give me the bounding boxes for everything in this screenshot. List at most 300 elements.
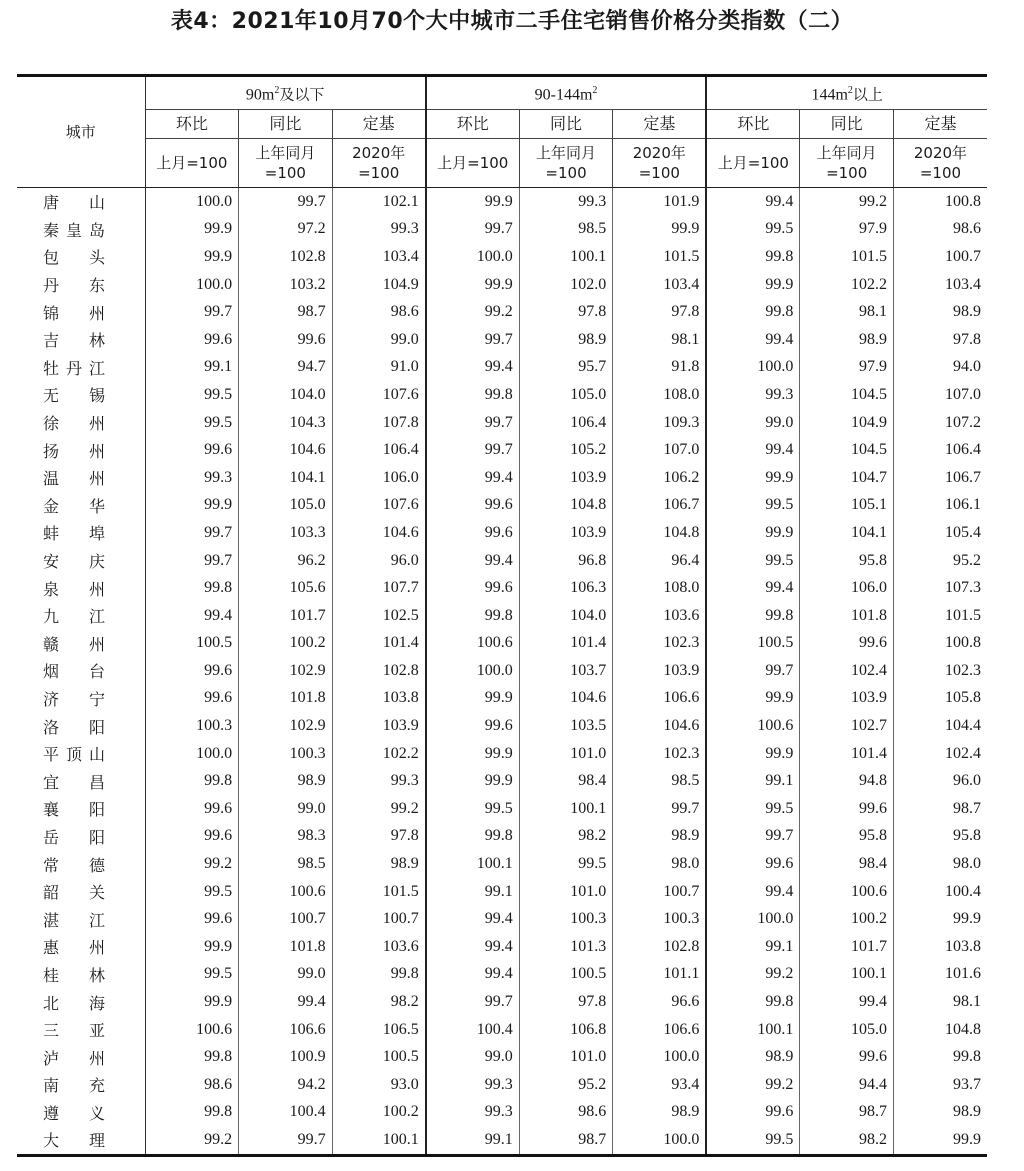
index-value: 91.8 bbox=[613, 354, 707, 382]
index-value: 103.8 bbox=[893, 933, 987, 961]
index-value: 101.3 bbox=[519, 933, 613, 961]
index-value: 99.3 bbox=[706, 381, 800, 409]
base-line-2: =100 bbox=[264, 164, 306, 182]
city-name bbox=[17, 188, 145, 216]
index-value: 95.7 bbox=[519, 354, 613, 382]
sub-header-dj: 定基 bbox=[613, 110, 707, 139]
index-value: 99.1 bbox=[706, 767, 800, 795]
index-value: 98.7 bbox=[519, 1126, 613, 1155]
index-value: 105.2 bbox=[519, 436, 613, 464]
index-value: 95.8 bbox=[800, 823, 894, 851]
index-value: 100.7 bbox=[893, 243, 987, 271]
index-value: 98.9 bbox=[239, 767, 333, 795]
index-value: 103.7 bbox=[519, 657, 613, 685]
index-value: 99.6 bbox=[706, 850, 800, 878]
city-char: 义 bbox=[88, 1103, 105, 1123]
city-char: 亚 bbox=[88, 1021, 105, 1041]
index-value: 97.2 bbox=[239, 216, 333, 244]
index-value: 105.8 bbox=[893, 685, 987, 713]
index-value: 101.4 bbox=[332, 630, 426, 658]
index-value: 103.4 bbox=[893, 271, 987, 299]
index-value: 106.7 bbox=[893, 464, 987, 492]
city-name bbox=[17, 326, 145, 354]
index-value: 99.9 bbox=[893, 1126, 987, 1155]
table-row bbox=[17, 1126, 987, 1155]
index-value: 99.4 bbox=[706, 574, 800, 602]
index-value: 99.9 bbox=[426, 767, 520, 795]
index-value: 99.9 bbox=[706, 740, 800, 768]
city-char: 金 bbox=[43, 496, 60, 516]
index-value: 99.6 bbox=[800, 1043, 894, 1071]
index-value: 93.7 bbox=[893, 1071, 987, 1099]
index-value: 106.5 bbox=[332, 1016, 426, 1044]
index-value: 103.9 bbox=[800, 685, 894, 713]
index-value: 94.2 bbox=[239, 1071, 333, 1099]
index-value: 99.8 bbox=[145, 1099, 239, 1127]
base-line-2: =100 bbox=[358, 164, 400, 182]
index-value: 105.0 bbox=[800, 1016, 894, 1044]
city-name bbox=[17, 630, 145, 658]
index-value: 97.9 bbox=[800, 354, 894, 382]
index-value: 102.2 bbox=[800, 271, 894, 299]
index-value: 104.6 bbox=[519, 685, 613, 713]
index-value: 98.6 bbox=[332, 298, 426, 326]
index-value: 101.0 bbox=[519, 1043, 613, 1071]
city-char: 宁 bbox=[88, 689, 105, 709]
index-value: 99.9 bbox=[426, 685, 520, 713]
index-value: 99.7 bbox=[145, 298, 239, 326]
index-value: 99.8 bbox=[706, 988, 800, 1016]
index-value: 100.0 bbox=[426, 657, 520, 685]
index-value: 104.6 bbox=[613, 712, 707, 740]
city-char: 湛 bbox=[43, 910, 60, 930]
index-value: 95.8 bbox=[893, 823, 987, 851]
index-value: 103.6 bbox=[332, 933, 426, 961]
index-value: 99.7 bbox=[239, 188, 333, 216]
index-value: 107.0 bbox=[893, 381, 987, 409]
city-char: 江 bbox=[88, 910, 105, 930]
index-value: 102.4 bbox=[893, 740, 987, 768]
base-header-tb bbox=[519, 139, 613, 188]
index-value: 99.7 bbox=[426, 436, 520, 464]
index-value: 99.6 bbox=[706, 1099, 800, 1127]
index-value: 108.0 bbox=[613, 574, 707, 602]
sub-header-hb: 环比 bbox=[706, 110, 800, 139]
index-value: 99.4 bbox=[426, 905, 520, 933]
table-row bbox=[17, 988, 987, 1016]
index-value: 106.4 bbox=[519, 409, 613, 437]
index-value: 101.7 bbox=[800, 933, 894, 961]
index-value: 100.5 bbox=[145, 630, 239, 658]
index-value: 95.2 bbox=[893, 547, 987, 575]
city-char: 安 bbox=[43, 552, 60, 572]
base-line-1: 上年同月 bbox=[816, 144, 877, 162]
index-value: 102.5 bbox=[332, 602, 426, 630]
city-char: 州 bbox=[88, 938, 105, 958]
index-value: 102.3 bbox=[613, 630, 707, 658]
index-value: 93.0 bbox=[332, 1071, 426, 1099]
index-value: 101.8 bbox=[239, 685, 333, 713]
index-value: 105.6 bbox=[239, 574, 333, 602]
index-value: 99.3 bbox=[426, 1071, 520, 1099]
city-name bbox=[17, 271, 145, 299]
index-value: 106.0 bbox=[332, 464, 426, 492]
index-value: 98.0 bbox=[613, 850, 707, 878]
index-value: 99.8 bbox=[145, 767, 239, 795]
index-value: 100.0 bbox=[145, 740, 239, 768]
index-value: 105.1 bbox=[800, 492, 894, 520]
index-value: 98.4 bbox=[519, 767, 613, 795]
city-char: 北 bbox=[43, 993, 60, 1013]
index-value: 104.8 bbox=[893, 1016, 987, 1044]
city-char: 大 bbox=[43, 1131, 60, 1151]
index-value: 94.7 bbox=[239, 354, 333, 382]
index-value: 102.8 bbox=[239, 243, 333, 271]
city-char: 海 bbox=[88, 993, 105, 1013]
city-name bbox=[17, 767, 145, 795]
index-value: 100.4 bbox=[239, 1099, 333, 1127]
base-line-1: 2020年 bbox=[632, 144, 686, 162]
index-value: 98.9 bbox=[613, 823, 707, 851]
index-value: 100.1 bbox=[426, 850, 520, 878]
index-value: 100.1 bbox=[519, 795, 613, 823]
index-value: 99.7 bbox=[426, 409, 520, 437]
city-char: 济 bbox=[43, 689, 60, 709]
table-row bbox=[17, 823, 987, 851]
index-value: 98.9 bbox=[893, 1099, 987, 1127]
city-name bbox=[17, 740, 145, 768]
index-value: 99.6 bbox=[145, 823, 239, 851]
index-value: 99.9 bbox=[426, 271, 520, 299]
index-value: 100.3 bbox=[613, 905, 707, 933]
index-value: 98.5 bbox=[613, 767, 707, 795]
table-row bbox=[17, 657, 987, 685]
index-value: 98.4 bbox=[800, 850, 894, 878]
index-value: 105.0 bbox=[519, 381, 613, 409]
index-value: 99.3 bbox=[145, 464, 239, 492]
index-value: 103.5 bbox=[519, 712, 613, 740]
city-name bbox=[17, 602, 145, 630]
index-value: 104.8 bbox=[613, 519, 707, 547]
city-char: 台 bbox=[88, 662, 105, 682]
city-char: 州 bbox=[88, 303, 105, 323]
city-char: 州 bbox=[88, 634, 105, 654]
table-row bbox=[17, 271, 987, 299]
city-char: 岛 bbox=[88, 220, 105, 240]
index-value: 100.0 bbox=[706, 354, 800, 382]
index-value: 98.2 bbox=[800, 1126, 894, 1155]
index-value: 98.2 bbox=[332, 988, 426, 1016]
city-name bbox=[17, 574, 145, 602]
table-row bbox=[17, 1071, 987, 1099]
city-name bbox=[17, 905, 145, 933]
index-value: 99.0 bbox=[706, 409, 800, 437]
index-value: 99.8 bbox=[426, 823, 520, 851]
index-value: 99.9 bbox=[706, 685, 800, 713]
table-title: 表4：2021年10月70个大中城市二手住宅销售价格分类指数（二） bbox=[170, 9, 854, 34]
index-value: 98.9 bbox=[893, 298, 987, 326]
city-char: 唐 bbox=[43, 193, 60, 213]
city-char: 头 bbox=[88, 248, 105, 268]
city-name bbox=[17, 712, 145, 740]
index-value: 99.9 bbox=[145, 988, 239, 1016]
index-value: 99.8 bbox=[426, 381, 520, 409]
base-header-dj bbox=[332, 139, 426, 188]
index-value: 101.8 bbox=[800, 602, 894, 630]
index-value: 100.3 bbox=[145, 712, 239, 740]
city-name bbox=[17, 409, 145, 437]
index-value: 98.5 bbox=[519, 216, 613, 244]
sub-header-hb: 环比 bbox=[426, 110, 520, 139]
table-row bbox=[17, 685, 987, 713]
base-line-1: 上月=100 bbox=[717, 154, 789, 172]
index-value: 100.1 bbox=[332, 1126, 426, 1155]
index-value: 98.7 bbox=[893, 795, 987, 823]
index-value: 99.2 bbox=[145, 1126, 239, 1155]
index-value: 100.2 bbox=[332, 1099, 426, 1127]
index-value: 101.5 bbox=[332, 878, 426, 906]
city-char: 州 bbox=[88, 579, 105, 599]
city-char: 桂 bbox=[43, 965, 60, 985]
city-char: 埠 bbox=[88, 524, 105, 544]
index-value: 94.8 bbox=[800, 767, 894, 795]
index-value: 100.4 bbox=[426, 1016, 520, 1044]
index-value: 103.9 bbox=[519, 464, 613, 492]
index-value: 106.6 bbox=[239, 1016, 333, 1044]
index-value: 101.5 bbox=[893, 602, 987, 630]
index-value: 104.1 bbox=[239, 464, 333, 492]
index-value: 99.4 bbox=[706, 436, 800, 464]
index-value: 98.5 bbox=[239, 850, 333, 878]
index-value: 99.0 bbox=[239, 961, 333, 989]
index-value: 97.8 bbox=[519, 988, 613, 1016]
index-value: 104.0 bbox=[239, 381, 333, 409]
index-value: 103.4 bbox=[613, 271, 707, 299]
index-value: 99.1 bbox=[426, 1126, 520, 1155]
index-value: 100.0 bbox=[613, 1043, 707, 1071]
index-value: 103.6 bbox=[613, 602, 707, 630]
table-row bbox=[17, 712, 987, 740]
index-value: 100.1 bbox=[519, 243, 613, 271]
index-value: 105.0 bbox=[239, 492, 333, 520]
table-row bbox=[17, 243, 987, 271]
index-value: 100.3 bbox=[239, 740, 333, 768]
index-value: 100.7 bbox=[332, 905, 426, 933]
sub-header-hb: 环比 bbox=[145, 110, 239, 139]
index-value: 102.0 bbox=[519, 271, 613, 299]
city-name bbox=[17, 878, 145, 906]
index-value: 99.4 bbox=[706, 326, 800, 354]
index-value: 99.4 bbox=[145, 602, 239, 630]
base-header-hb bbox=[706, 139, 800, 188]
index-value: 95.2 bbox=[519, 1071, 613, 1099]
index-value: 98.1 bbox=[613, 326, 707, 354]
index-value: 99.5 bbox=[706, 795, 800, 823]
index-value: 99.9 bbox=[426, 188, 520, 216]
table-row bbox=[17, 767, 987, 795]
index-value: 98.9 bbox=[519, 326, 613, 354]
index-value: 99.9 bbox=[893, 905, 987, 933]
index-value: 97.8 bbox=[613, 298, 707, 326]
index-value: 106.0 bbox=[800, 574, 894, 602]
index-value: 100.2 bbox=[800, 905, 894, 933]
index-value: 106.7 bbox=[613, 492, 707, 520]
base-line-2: =100 bbox=[826, 164, 868, 182]
city-char: 阳 bbox=[88, 800, 105, 820]
index-value: 103.9 bbox=[519, 519, 613, 547]
table-row bbox=[17, 850, 987, 878]
table-row bbox=[17, 630, 987, 658]
index-value: 109.3 bbox=[613, 409, 707, 437]
index-value: 99.9 bbox=[145, 492, 239, 520]
index-value: 104.0 bbox=[519, 602, 613, 630]
index-value: 104.4 bbox=[893, 712, 987, 740]
city-char: 遵 bbox=[43, 1103, 60, 1123]
index-value: 100.5 bbox=[519, 961, 613, 989]
index-value: 99.6 bbox=[239, 326, 333, 354]
city-char: 昌 bbox=[88, 772, 105, 792]
city-char: 韶 bbox=[43, 883, 60, 903]
index-value: 100.2 bbox=[239, 630, 333, 658]
index-value: 99.6 bbox=[145, 905, 239, 933]
index-value: 99.2 bbox=[800, 188, 894, 216]
city-char: 无 bbox=[43, 386, 60, 406]
index-value: 103.9 bbox=[332, 712, 426, 740]
index-value: 99.6 bbox=[145, 685, 239, 713]
index-value: 100.8 bbox=[893, 630, 987, 658]
city-name bbox=[17, 464, 145, 492]
index-value: 99.9 bbox=[145, 933, 239, 961]
table-row bbox=[17, 381, 987, 409]
index-value: 99.7 bbox=[426, 988, 520, 1016]
city-name bbox=[17, 933, 145, 961]
table-row bbox=[17, 961, 987, 989]
table-row bbox=[17, 1043, 987, 1071]
index-value: 99.2 bbox=[332, 795, 426, 823]
index-value: 101.0 bbox=[519, 740, 613, 768]
index-value: 99.7 bbox=[239, 1126, 333, 1155]
index-value: 108.0 bbox=[613, 381, 707, 409]
base-header-tb bbox=[239, 139, 333, 188]
sub-header-tb: 同比 bbox=[239, 110, 333, 139]
table-row bbox=[17, 216, 987, 244]
base-line-1: 2020年 bbox=[913, 144, 968, 162]
index-value: 100.6 bbox=[239, 878, 333, 906]
index-value: 101.8 bbox=[239, 933, 333, 961]
index-value: 95.8 bbox=[800, 547, 894, 575]
index-value: 99.6 bbox=[145, 436, 239, 464]
index-value: 100.0 bbox=[426, 243, 520, 271]
index-value: 104.5 bbox=[800, 436, 894, 464]
table-row bbox=[17, 602, 987, 630]
index-value: 100.7 bbox=[613, 878, 707, 906]
table-row bbox=[17, 492, 987, 520]
base-header-row bbox=[17, 139, 987, 188]
index-value: 103.4 bbox=[332, 243, 426, 271]
city-name bbox=[17, 1126, 145, 1155]
index-value: 98.9 bbox=[706, 1043, 800, 1071]
city-char: 丹 bbox=[43, 276, 60, 296]
index-value: 91.0 bbox=[332, 354, 426, 382]
index-value: 96.6 bbox=[613, 988, 707, 1016]
index-value: 102.4 bbox=[800, 657, 894, 685]
index-value: 100.1 bbox=[706, 1016, 800, 1044]
table-row bbox=[17, 905, 987, 933]
base-header-dj bbox=[613, 139, 707, 188]
index-value: 106.4 bbox=[893, 436, 987, 464]
city-char: 三 bbox=[43, 1021, 60, 1041]
index-value: 98.1 bbox=[800, 298, 894, 326]
index-value: 99.6 bbox=[145, 795, 239, 823]
index-value: 99.8 bbox=[706, 298, 800, 326]
index-value: 99.2 bbox=[426, 298, 520, 326]
table-row bbox=[17, 519, 987, 547]
index-value: 99.9 bbox=[145, 216, 239, 244]
city-name bbox=[17, 795, 145, 823]
base-line-2: =100 bbox=[638, 164, 680, 182]
index-value: 99.6 bbox=[800, 795, 894, 823]
index-value: 99.1 bbox=[706, 933, 800, 961]
index-value: 102.1 bbox=[332, 188, 426, 216]
index-value: 98.6 bbox=[519, 1099, 613, 1127]
city-char: 州 bbox=[88, 1048, 105, 1068]
index-value: 94.0 bbox=[893, 354, 987, 382]
index-value: 101.5 bbox=[800, 243, 894, 271]
index-value: 106.2 bbox=[613, 464, 707, 492]
index-value: 99.5 bbox=[426, 795, 520, 823]
city-char: 扬 bbox=[43, 441, 60, 461]
index-value: 100.1 bbox=[800, 961, 894, 989]
group-header-over-144: $144m^2$以上 bbox=[706, 76, 987, 110]
index-value: 104.9 bbox=[332, 271, 426, 299]
sub-header-dj: 定基 bbox=[332, 110, 426, 139]
city-char: 常 bbox=[43, 855, 60, 875]
city-name bbox=[17, 216, 145, 244]
index-value: 102.3 bbox=[613, 740, 707, 768]
index-value: 99.0 bbox=[239, 795, 333, 823]
city-char: 吉 bbox=[43, 331, 60, 351]
index-value: 104.5 bbox=[800, 381, 894, 409]
index-value: 99.5 bbox=[519, 850, 613, 878]
index-value: 99.4 bbox=[706, 878, 800, 906]
city-char: 皇 bbox=[65, 220, 82, 240]
city-char: 阳 bbox=[88, 717, 105, 737]
city-char: 包 bbox=[43, 248, 60, 268]
sub-header-tb: 同比 bbox=[519, 110, 613, 139]
index-value: 100.0 bbox=[706, 905, 800, 933]
index-value: 99.5 bbox=[706, 492, 800, 520]
index-value: 96.4 bbox=[613, 547, 707, 575]
index-value: 102.8 bbox=[332, 657, 426, 685]
index-value: 99.7 bbox=[426, 326, 520, 354]
city-char: 平 bbox=[43, 745, 60, 765]
city-char: 山 bbox=[88, 745, 105, 765]
index-value: 99.9 bbox=[706, 464, 800, 492]
index-value: 99.5 bbox=[145, 409, 239, 437]
city-char: 江 bbox=[88, 358, 105, 378]
sub-header-dj: 定基 bbox=[893, 110, 987, 139]
city-name bbox=[17, 961, 145, 989]
city-name bbox=[17, 354, 145, 382]
index-value: 99.6 bbox=[800, 630, 894, 658]
index-value: 99.7 bbox=[613, 795, 707, 823]
city-name bbox=[17, 1043, 145, 1071]
city-char: 秦 bbox=[43, 220, 60, 240]
city-char: 阳 bbox=[88, 827, 105, 847]
index-value: 102.3 bbox=[893, 657, 987, 685]
index-value: 103.8 bbox=[332, 685, 426, 713]
index-value: 106.4 bbox=[332, 436, 426, 464]
